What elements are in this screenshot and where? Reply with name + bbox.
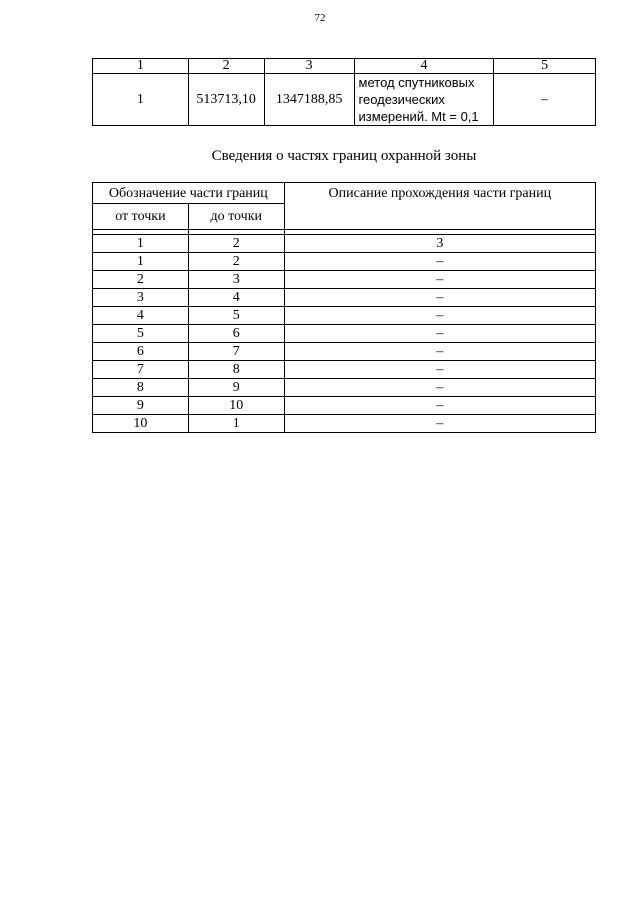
- column-numbering-row: [93, 235, 596, 253]
- method-line-2: геодезических: [358, 92, 445, 107]
- to-point-cell: 9: [188, 379, 284, 397]
- from-point-header: от точки: [93, 204, 189, 230]
- to-point-cell: 2: [188, 253, 284, 271]
- point-number: 1: [93, 74, 189, 126]
- from-point-cell: 7: [93, 361, 189, 379]
- description-cell: –: [284, 325, 595, 343]
- to-point-cell: 8: [188, 361, 284, 379]
- boundary-description-header: Описание прохождения части границ: [284, 183, 595, 230]
- coordinates-table: [92, 58, 596, 126]
- x-coordinate: 513713,10: [188, 74, 264, 126]
- description-cell: –: [284, 343, 595, 361]
- column-number-desc: 3: [284, 235, 595, 253]
- from-point-cell: 4: [93, 307, 189, 325]
- boundary-part-designation-header: Обозначение части границ: [93, 183, 285, 204]
- from-point-cell: 9: [93, 397, 189, 415]
- method-line-3: измерений. Mt = 0,1: [358, 109, 479, 124]
- column-number-3: 3: [264, 59, 354, 74]
- column-number-1: 1: [93, 59, 189, 74]
- from-point-cell: 10: [93, 415, 189, 433]
- boundary-part-row: [93, 307, 596, 325]
- page-number: 72: [314, 12, 326, 24]
- y-coordinate: 1347188,85: [264, 74, 354, 126]
- to-point-cell: 7: [188, 343, 284, 361]
- description-cell: –: [284, 361, 595, 379]
- description-cell: –: [284, 253, 595, 271]
- description-cell: –: [284, 397, 595, 415]
- from-point-cell: 8: [93, 379, 189, 397]
- description-cell: –: [284, 307, 595, 325]
- boundary-part-row: [93, 415, 596, 433]
- point-note: –: [494, 74, 596, 126]
- from-point-cell: 3: [93, 289, 189, 307]
- description-cell: –: [284, 379, 595, 397]
- column-number-4: 4: [354, 59, 494, 74]
- description-cell: –: [284, 271, 595, 289]
- boundary-part-row: [93, 361, 596, 379]
- from-point-cell: 1: [93, 253, 189, 271]
- column-number-2: 2: [188, 59, 264, 74]
- from-point-cell: 5: [93, 325, 189, 343]
- description-cell: –: [284, 415, 595, 433]
- from-point-cell: 2: [93, 271, 189, 289]
- to-point-cell: 5: [188, 307, 284, 325]
- boundary-part-row: [93, 253, 596, 271]
- boundary-part-row: [93, 379, 596, 397]
- column-number-to: 2: [188, 235, 284, 253]
- parts-header-row: [93, 183, 596, 204]
- determination-method: [354, 74, 494, 126]
- boundary-parts-table: [92, 182, 596, 433]
- boundary-part-row: [93, 271, 596, 289]
- column-number-5: 5: [494, 59, 596, 74]
- description-cell: –: [284, 289, 595, 307]
- boundary-part-row: [93, 325, 596, 343]
- boundary-part-row: [93, 397, 596, 415]
- coordinates-row: [93, 74, 596, 126]
- boundary-part-row: [93, 343, 596, 361]
- coordinates-header-row: [93, 59, 596, 74]
- to-point-cell: 1: [188, 415, 284, 433]
- method-line-1: метод спутниковых: [358, 75, 475, 90]
- to-point-cell: 3: [188, 271, 284, 289]
- to-point-header: до точки: [188, 204, 284, 230]
- column-number-from: 1: [93, 235, 189, 253]
- boundary-part-row: [93, 289, 596, 307]
- from-point-cell: 6: [93, 343, 189, 361]
- to-point-cell: 4: [188, 289, 284, 307]
- to-point-cell: 6: [188, 325, 284, 343]
- section-caption: Сведения о частях границ охранной зоны: [211, 148, 477, 164]
- to-point-cell: 10: [188, 397, 284, 415]
